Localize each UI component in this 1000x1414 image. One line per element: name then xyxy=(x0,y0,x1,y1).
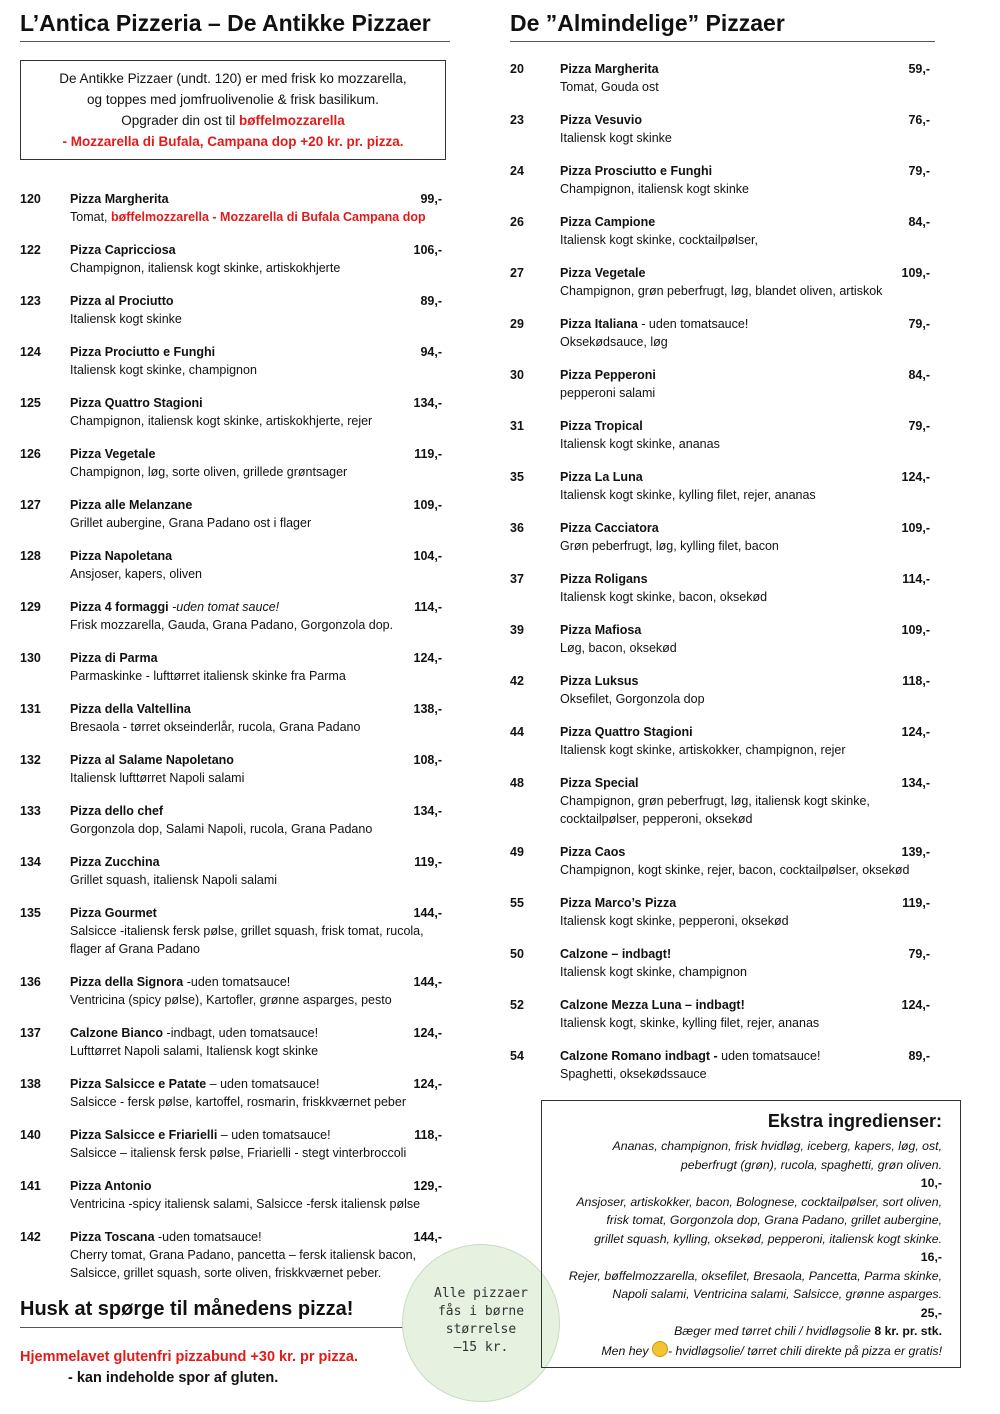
item-price: 89,- xyxy=(908,1049,930,1063)
item-number: 55 xyxy=(510,896,524,910)
item-number: 37 xyxy=(510,572,524,586)
item-name xyxy=(560,162,712,180)
item-number: 39 xyxy=(510,623,524,637)
item-price: 106,- xyxy=(413,243,442,257)
extra-price: 16,- xyxy=(920,1250,942,1264)
extra-line: frisk tomat, Gorgonzola dop, Grana Padano, grillet aubergine, xyxy=(606,1213,942,1227)
item-title: Pizza Caos xyxy=(560,845,626,859)
item-title: Pizza Margherita xyxy=(70,192,169,206)
item-title: Pizza Capricciosa xyxy=(70,243,176,257)
item-number: 137 xyxy=(20,1026,41,1040)
chili-oil-price: 8 kr. pr. stk. xyxy=(874,1324,942,1338)
item-number: 29 xyxy=(510,317,524,331)
chili-oil-line xyxy=(552,1322,942,1341)
item-ingredients: Ventricina (spicy pølse), Kartofler, grønne asparges, pesto xyxy=(70,993,392,1007)
item-title: Calzone Bianco xyxy=(70,1026,164,1040)
item-name xyxy=(70,241,176,259)
item-ingredients: Løg, bacon, oksekød xyxy=(560,641,677,655)
item-name xyxy=(560,672,639,690)
item-name xyxy=(70,343,215,361)
item-name xyxy=(70,700,191,718)
item-name xyxy=(70,1075,319,1093)
kids-size-line-2: fås i børne størrelse xyxy=(437,1304,525,1337)
extra-line: Ananas, champignon, frisk hvidløg, iceberg, kapers, løg, ost, xyxy=(612,1139,942,1153)
item-description xyxy=(560,861,932,879)
item-ingredients: Champignon, kogt skinke, rejer, bacon, cocktailpølser, oksekød xyxy=(560,863,910,877)
free-topping-prefix: Men hey xyxy=(601,1343,652,1358)
item-name xyxy=(560,213,655,231)
item-number: 20 xyxy=(510,62,524,76)
gluten-note: - kan indeholde spor af gluten. xyxy=(68,1370,279,1386)
item-description xyxy=(560,435,932,453)
extra-line: peberfrugt (grøn), rucola, spaghetti, grøn oliven. xyxy=(680,1157,942,1172)
item-price: 134,- xyxy=(901,776,930,790)
item-title: Calzone Romano indbagt - xyxy=(560,1049,718,1063)
gluten-free-offer: Hjemmelavet glutenfri pizzabund +30 kr. pr pizza. xyxy=(20,1349,359,1365)
item-description xyxy=(560,963,932,981)
item-number: 36 xyxy=(510,521,524,535)
item-number: 124 xyxy=(20,345,41,359)
item-price: 109,- xyxy=(901,266,930,280)
item-number: 31 xyxy=(510,419,524,433)
item-number: 24 xyxy=(510,164,524,178)
item-number: 136 xyxy=(20,975,41,989)
item-price: 144,- xyxy=(413,906,442,920)
item-number: 140 xyxy=(20,1128,41,1142)
item-description xyxy=(560,588,932,606)
item-price: 119,- xyxy=(902,896,930,910)
chili-oil-text: Bæger med tørret chili / hvidløgsolie xyxy=(674,1324,875,1338)
item-price: 94,- xyxy=(420,345,442,359)
item-name xyxy=(560,894,676,912)
item-ingredients: Bresaola - tørret okseinderlår, rucola, Grana Padano xyxy=(70,720,361,734)
notice-buffalo-text: bøffelmozzarella xyxy=(239,113,345,128)
free-topping-line xyxy=(552,1341,942,1361)
item-description xyxy=(70,259,442,277)
item-ingredients: Frisk mozzarella, Gauda, Grana Padano, Gorgonzola dop. xyxy=(70,618,394,632)
item-description xyxy=(70,463,442,481)
item-name xyxy=(560,570,648,588)
item-price: 124,- xyxy=(901,470,930,484)
item-description xyxy=(70,991,442,1009)
item-description xyxy=(560,129,932,147)
item-number: 30 xyxy=(510,368,524,382)
item-name xyxy=(560,366,656,384)
item-price: 124,- xyxy=(413,1026,442,1040)
item-title: Pizza al Prociutto xyxy=(70,294,174,308)
item-ingredients: Italiensk kogt skinke, bacon, oksekød xyxy=(560,590,768,604)
item-price: 99,- xyxy=(420,192,442,206)
item-description xyxy=(560,180,932,198)
antique-pizzas-title: L’Antica Pizzeria – De Antikke Pizzaer xyxy=(20,0,450,42)
item-name xyxy=(70,1024,318,1042)
mozzarella-notice xyxy=(20,60,446,160)
item-description xyxy=(560,78,932,96)
free-topping-text: - hvidløgsolie/ tørret chili direkte på pizza er gratis! xyxy=(667,1343,942,1358)
item-description xyxy=(560,486,932,504)
item-price: 124,- xyxy=(901,725,930,739)
item-name xyxy=(560,774,639,792)
item-title: Pizza Marco’s Pizza xyxy=(560,896,677,910)
item-price: 108,- xyxy=(413,753,442,767)
extra-line: Rejer, bøffelmozzarella, oksefilet, Bresaola, Pancetta, Parma skinke, xyxy=(568,1268,942,1283)
item-name xyxy=(560,945,671,963)
item-price: 104,- xyxy=(413,549,442,563)
item-ingredients: Tomat, Gouda ost xyxy=(560,80,659,94)
item-ingredients: Salsicce – italiensk fersk pølse, Friarielli - stegt vinterbroccoli xyxy=(70,1146,407,1160)
item-description xyxy=(560,912,932,930)
item-number: 27 xyxy=(510,266,524,280)
item-description xyxy=(70,718,442,736)
item-name xyxy=(70,547,172,565)
item-price: 59,- xyxy=(908,62,930,76)
antique-pizzas-column xyxy=(20,0,450,1280)
item-ingredients: Italiensk kogt skinke, kylling filet, rejer, ananas xyxy=(560,488,816,502)
extra-line: Ansjoser, artiskokker, bacon, Bolognese, cocktailpølser, sort oliven, xyxy=(576,1194,942,1209)
item-description xyxy=(560,231,932,249)
item-name xyxy=(70,598,279,616)
item-title: Pizza al Salame Napoletano xyxy=(70,753,234,767)
item-number: 135 xyxy=(20,906,41,920)
item-title: Pizza Gourmet xyxy=(70,906,157,920)
item-ingredients: Italiensk kogt, skinke, kylling filet, rejer, ananas xyxy=(560,1016,820,1030)
item-name xyxy=(70,904,157,922)
item-description xyxy=(70,208,442,226)
item-ingredients: Champignon, italiensk kogt skinke, artiskokhjerte xyxy=(70,261,341,275)
item-name xyxy=(560,519,659,537)
item-number: 129 xyxy=(20,600,41,614)
item-number: 128 xyxy=(20,549,41,563)
item-ingredients: Oksefilet, Gorgonzola dop xyxy=(560,692,705,706)
item-title: Pizza Napoletana xyxy=(70,549,173,563)
item-description xyxy=(70,1093,442,1111)
item-title: Pizza Toscana xyxy=(70,1230,155,1244)
item-title: Pizza della Valtellina xyxy=(70,702,191,716)
item-number: 49 xyxy=(510,845,524,859)
item-number: 23 xyxy=(510,113,524,127)
item-ingredients-highlight: bøffelmozzarella - Mozzarella di Bufala Campana dop xyxy=(111,210,426,224)
item-price: 114,- xyxy=(902,572,930,586)
item-name xyxy=(560,264,645,282)
item-description xyxy=(560,384,932,402)
item-number: 123 xyxy=(20,294,41,308)
item-ingredients: Italiensk kogt skinke, ananas xyxy=(560,437,720,451)
item-name xyxy=(70,802,163,820)
item-description xyxy=(560,1014,932,1032)
item-number: 48 xyxy=(510,776,524,790)
item-ingredients: Champignon, italiensk kogt skinke xyxy=(560,182,749,196)
item-description xyxy=(70,820,442,838)
item-description xyxy=(560,741,932,759)
item-price: 114,- xyxy=(414,600,442,614)
item-title: Pizza Luksus xyxy=(560,674,639,688)
item-name xyxy=(70,496,192,514)
item-number: 120 xyxy=(20,192,41,206)
item-description xyxy=(560,690,932,708)
regular-pizzas-title: De ”Almindelige” Pizzaer xyxy=(510,0,935,42)
extra-ingredients-title: Ekstra ingredienser: xyxy=(767,1111,942,1131)
extra-price: 10,- xyxy=(920,1176,942,1190)
item-ingredients: Champignon, løg, sorte oliven, grillede grøntsager xyxy=(70,465,348,479)
item-ingredients: Grillet aubergine, Grana Padano ost i flager xyxy=(70,516,312,530)
item-name xyxy=(70,1177,151,1195)
item-description xyxy=(70,514,442,532)
kids-size-line-3: –15 kr. xyxy=(453,1340,509,1355)
item-title: Pizza Salsicce e Friarielli xyxy=(70,1128,218,1142)
item-description xyxy=(560,282,932,300)
item-title: Pizza Salsicce e Patate xyxy=(70,1077,207,1091)
item-number: 50 xyxy=(510,947,524,961)
item-ingredients: Oksekødsauce, løg xyxy=(560,335,668,349)
item-price: 124,- xyxy=(413,1077,442,1091)
item-title: Calzone Mezza Luna – indbagt! xyxy=(560,998,745,1012)
item-title: Pizza Zucchina xyxy=(70,855,160,869)
item-price: 89,- xyxy=(420,294,442,308)
item-ingredients: Grøn peberfrugt, løg, kylling filet, bacon xyxy=(560,539,779,553)
item-number: 130 xyxy=(20,651,41,665)
item-note: -uden tomat sauce! xyxy=(168,600,280,614)
item-name xyxy=(560,468,643,486)
item-title: Pizza della Signora xyxy=(70,975,184,989)
item-ingredients: Italiensk kogt skinke xyxy=(70,312,182,326)
item-title: Pizza Quattro Stagioni xyxy=(70,396,203,410)
item-number: 26 xyxy=(510,215,524,229)
item-price: 138,- xyxy=(413,702,442,716)
item-ingredients: Italiensk kogt skinke xyxy=(560,131,672,145)
item-number: 54 xyxy=(510,1049,524,1063)
item-title: Pizza Mafiosa xyxy=(560,623,642,637)
kids-size-line-1: Alle pizzaer xyxy=(434,1286,528,1301)
extra-line: Napoli salami, Ventricina salami, Salsicce, grønne asparges. xyxy=(612,1287,942,1301)
item-name xyxy=(560,996,745,1014)
item-name xyxy=(70,853,160,871)
item-price: 119,- xyxy=(414,855,442,869)
item-title: Pizza Cacciatora xyxy=(560,521,659,535)
item-ingredients: Italiensk kogt skinke, champignon xyxy=(560,965,747,979)
item-price: 79,- xyxy=(908,419,930,433)
item-name xyxy=(70,1228,262,1246)
item-title: Pizza Quattro Stagioni xyxy=(560,725,693,739)
item-name xyxy=(560,843,625,861)
item-price: 109,- xyxy=(901,623,930,637)
item-title: Pizza Special xyxy=(560,776,639,790)
item-ingredients: Champignon, italiensk kogt skinke, artiskokhjerte, rejer xyxy=(70,414,373,428)
item-title: Pizza Margherita xyxy=(560,62,659,76)
item-title: Pizza Vegetale xyxy=(560,266,646,280)
item-description xyxy=(560,639,932,657)
item-price: 129,- xyxy=(413,1179,442,1193)
item-title: Pizza Prociutto e Funghi xyxy=(70,345,216,359)
item-description xyxy=(70,616,442,634)
item-ingredients: Salsicce -italiensk fersk pølse, grillet squash, frisk tomat, rucola, flager af Grana Padano xyxy=(70,924,424,956)
item-title: Pizza alle Melanzane xyxy=(70,498,193,512)
item-ingredients: Italiensk kogt skinke, pepperoni, oksekød xyxy=(560,914,789,928)
item-price: 144,- xyxy=(413,1230,442,1244)
item-title: Calzone – indbagt! xyxy=(560,947,672,961)
item-description xyxy=(560,333,932,351)
item-ingredients: Italiensk kogt skinke, cocktailpølser, xyxy=(560,233,758,247)
item-description xyxy=(70,361,442,379)
item-price: 144,- xyxy=(413,975,442,989)
item-name xyxy=(560,1047,821,1065)
extra-line: grillet squash, kylling, oksekød, pepperoni, italiensk kogt skinke. xyxy=(594,1231,942,1246)
item-price: 134,- xyxy=(413,396,442,410)
item-name xyxy=(560,417,643,435)
item-ingredients: Lufttørret Napoli salami, Italiensk kogt skinke xyxy=(70,1044,319,1058)
extra-ingredients-box xyxy=(541,1100,961,1368)
item-price: 79,- xyxy=(908,164,930,178)
item-number: 138 xyxy=(20,1077,41,1091)
item-description xyxy=(70,412,442,430)
item-description xyxy=(70,1144,442,1162)
item-name xyxy=(560,315,748,333)
notice-upgrade-text: Opgrader din ost til xyxy=(121,113,240,128)
item-title: Pizza Pepperoni xyxy=(560,368,656,382)
item-name xyxy=(70,1126,331,1144)
item-number: 35 xyxy=(510,470,524,484)
item-description xyxy=(70,565,442,583)
notice-line-3 xyxy=(21,110,445,131)
item-name xyxy=(70,751,234,769)
item-number: 44 xyxy=(510,725,524,739)
notice-line-2: og toppes med jomfruolivenolie & frisk basilikum. xyxy=(87,92,379,107)
item-name xyxy=(70,649,158,667)
item-number: 134 xyxy=(20,855,41,869)
item-description xyxy=(70,769,442,787)
item-title: Pizza Campione xyxy=(560,215,656,229)
item-name xyxy=(70,394,203,412)
notice-line-4: - Mozzarella di Bufala, Campana dop +20 kr. pr. pizza. xyxy=(62,134,404,149)
item-description xyxy=(70,667,442,685)
item-name xyxy=(560,723,693,741)
item-ingredients: Parmaskinke - lufttørret italiensk skinke fra Parma xyxy=(70,669,346,683)
item-ingredients: Champignon, grøn peberfrugt, løg, blandet oliven, artiskok xyxy=(560,284,883,298)
item-number: 132 xyxy=(20,753,41,767)
item-ingredients: Spaghetti, oksekødssauce xyxy=(560,1067,707,1081)
item-name xyxy=(560,621,641,639)
item-description xyxy=(560,792,932,828)
item-description xyxy=(560,1065,932,1083)
item-price: 79,- xyxy=(908,947,930,961)
item-price: 124,- xyxy=(413,651,442,665)
item-number: 142 xyxy=(20,1230,41,1244)
item-note: – uden tomatsauce! xyxy=(206,1077,320,1091)
item-price: 124,- xyxy=(901,998,930,1012)
item-number: 133 xyxy=(20,804,41,818)
item-ingredients: Salsicce - fersk pølse, kartoffel, rosmarin, friskkværnet peber xyxy=(70,1095,406,1109)
item-title: Pizza Roligans xyxy=(560,572,648,586)
item-name xyxy=(70,445,155,463)
item-ingredients: Italiensk lufttørret Napoli salami xyxy=(70,771,245,785)
extra-ingredients-list xyxy=(552,1137,942,1360)
extra-price: 25,- xyxy=(920,1305,942,1320)
item-note: - uden tomatsauce! xyxy=(637,317,749,331)
item-ingredients: Cherry tomat, Grana Padano, pancetta – fersk italiensk bacon, Salsicce, grillet squash, sorte oliven, friskkværnet peber. xyxy=(70,1248,417,1280)
item-title: Pizza Vesuvio xyxy=(560,113,642,127)
smiley-icon xyxy=(652,1341,668,1357)
item-number: 126 xyxy=(20,447,41,461)
item-ingredients: pepperoni salami xyxy=(560,386,656,400)
item-number: 125 xyxy=(20,396,41,410)
item-note: – uden tomatsauce! xyxy=(217,1128,331,1142)
notice-line-1: De Antikke Pizzaer (undt. 120) er med frisk ko mozzarella, xyxy=(59,71,407,86)
item-ingredients: Grillet squash, italiensk Napoli salami xyxy=(70,873,278,887)
item-name xyxy=(560,111,642,129)
item-price: 118,- xyxy=(902,674,930,688)
item-description xyxy=(70,1246,442,1282)
item-price: 84,- xyxy=(908,368,930,382)
item-note: -uden tomatsauce! xyxy=(183,975,291,989)
item-description xyxy=(70,1042,442,1060)
item-title: Pizza La Luna xyxy=(560,470,643,484)
item-number: 141 xyxy=(20,1179,41,1193)
item-description xyxy=(70,310,442,328)
item-title: Pizza Prosciutto e Funghi xyxy=(560,164,713,178)
item-ingredients: Champignon, grøn peberfrugt, løg, italiensk kogt skinke, cocktailpølser, pepperoni, oksekød xyxy=(560,794,870,826)
item-ingredients: Tomat, xyxy=(70,210,111,224)
item-price: 134,- xyxy=(413,804,442,818)
item-name xyxy=(70,292,174,310)
item-title: Pizza Vegetale xyxy=(70,447,156,461)
item-title: Pizza dello chef xyxy=(70,804,164,818)
item-price: 139,- xyxy=(901,845,930,859)
item-name xyxy=(560,60,659,78)
item-price: 79,- xyxy=(908,317,930,331)
regular-pizzas-column xyxy=(510,0,935,1081)
item-description xyxy=(70,1195,442,1213)
item-description xyxy=(560,537,932,555)
item-price: 118,- xyxy=(414,1128,442,1142)
monthly-pizza-reminder: Husk at spørge til månedens pizza! xyxy=(20,1298,450,1328)
item-number: 52 xyxy=(510,998,524,1012)
item-number: 131 xyxy=(20,702,41,716)
item-ingredients: Gorgonzola dop, Salami Napoli, rucola, Grana Padano xyxy=(70,822,373,836)
item-description xyxy=(70,871,442,889)
item-description xyxy=(70,922,442,958)
item-price: 119,- xyxy=(414,447,442,461)
item-note: -indbagt, uden tomatsauce! xyxy=(163,1026,319,1040)
item-ingredients: Italiensk kogt skinke, champignon xyxy=(70,363,257,377)
item-ingredients: Ansjoser, kapers, oliven xyxy=(70,567,203,581)
kids-size-text xyxy=(402,1285,560,1357)
item-price: 109,- xyxy=(413,498,442,512)
item-ingredients: Ventricina -spicy italiensk salami, Salsicce -fersk italiensk pølse xyxy=(70,1197,421,1211)
item-number: 122 xyxy=(20,243,41,257)
item-price: 76,- xyxy=(908,113,930,127)
item-price: 109,- xyxy=(901,521,930,535)
item-number: 42 xyxy=(510,674,524,688)
item-number: 127 xyxy=(20,498,41,512)
item-note: -uden tomatsauce! xyxy=(154,1230,262,1244)
item-ingredients: Italiensk kogt skinke, artiskokker, champignon, rejer xyxy=(560,743,846,757)
item-note: uden tomatsauce! xyxy=(717,1049,821,1063)
item-price: 84,- xyxy=(908,215,930,229)
item-title: Pizza Tropical xyxy=(560,419,643,433)
item-title: Pizza Italiana xyxy=(560,317,638,331)
item-title: Pizza Antonio xyxy=(70,1179,152,1193)
item-name xyxy=(70,190,169,208)
item-title: Pizza di Parma xyxy=(70,651,158,665)
item-title: Pizza 4 formaggi xyxy=(70,600,169,614)
item-name xyxy=(70,973,290,991)
